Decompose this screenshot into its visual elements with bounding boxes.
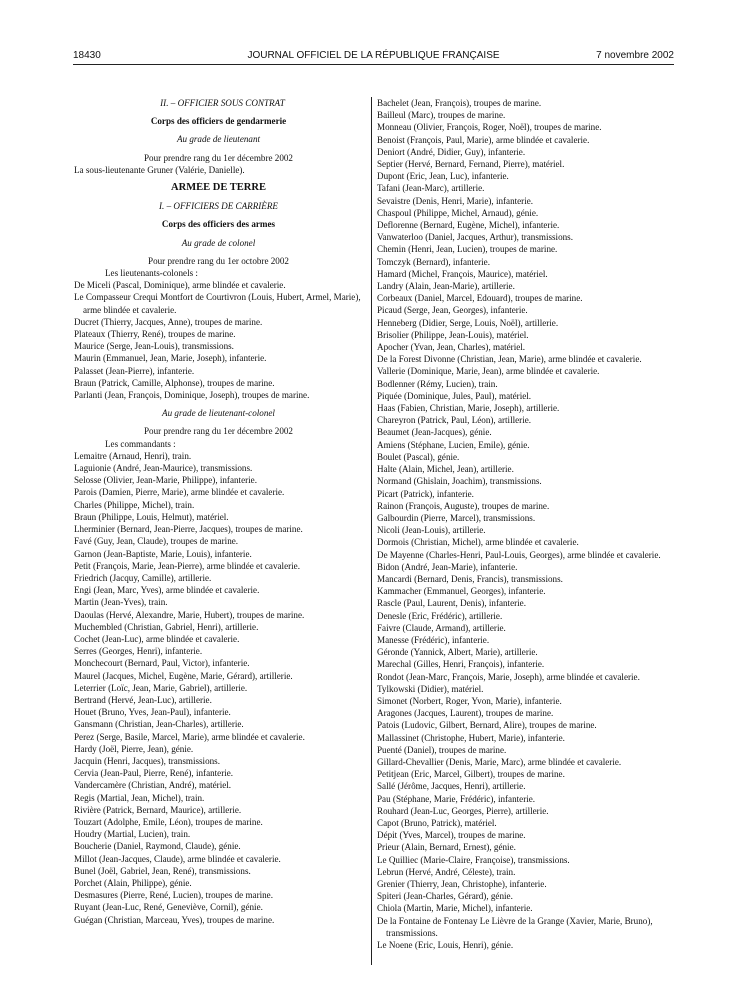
list-item: Normand (Ghislain, Joachim), transmissions. <box>377 476 542 487</box>
list-item: Braun (Patrick, Camille, Alphonse), troupes de marine. <box>74 377 275 388</box>
list-item: Aragones (Jacques, Laurent), troupes de marine. <box>377 708 554 719</box>
list-item: Picaud (Serge, Jean, Georges), infanterie. <box>377 305 528 316</box>
list-item: Mallassinet (Christophe, Hubert, Marie), infanterie. <box>377 732 565 743</box>
rang-lieutenant: Pour prendre rang du 1er décembre 2002 <box>144 152 293 163</box>
list-item: Halte (Alain, Michel, Jean), artillerie. <box>377 464 514 475</box>
list-item: Boulet (Pascal), génie. <box>377 451 460 462</box>
list-item: Leterrier (Loïc, Jean, Marie, Gabriel), artillerie. <box>74 682 248 693</box>
list-item: Chiola (Martin, Marie, Michel), infanterie. <box>377 903 533 914</box>
list-item: Regis (Martial, Jean, Michel), train. <box>74 792 205 803</box>
list-item: Rascle (Paul, Laurent, Denis), infanterie. <box>377 598 526 609</box>
list-item: Corbeaux (Daniel, Marcel, Edouard), troupes de marine. <box>377 293 583 304</box>
list-item: Tafani (Jean-Marc), artillerie. <box>377 183 485 194</box>
list-item: Desmasures (Pierre, René, Lucien), troupes de marine. <box>74 890 273 901</box>
list-item: Favé (Guy, Jean, Claude), troupes de marine. <box>74 536 239 547</box>
list-item: Puenté (Daniel), troupes de marine. <box>377 744 507 755</box>
list-item: Guégan (Christian, Marceau, Yves), troupes de marine. <box>74 914 275 925</box>
list-item: Sallé (Jérôme, Jacques, Henri), artillerie. <box>377 781 526 792</box>
list-item: Boucherie (Daniel, Raymond, Claude), génie. <box>74 841 241 852</box>
publication-date: 7 novembre 2002 <box>596 50 674 61</box>
list-item: Lemaitre (Arnaud, Henri), train. <box>74 450 192 461</box>
list-item: Apocher (Yvan, Jean, Charles), matériel. <box>377 342 526 353</box>
list-item: Deniort (André, Didier, Guy), infanterie. <box>377 146 526 157</box>
grade-colonel-heading: Au grade de colonel <box>181 237 256 248</box>
rang-lt-colonel: Pour prendre rang du 1er décembre 2002 <box>144 426 293 437</box>
list-item: Kammacher (Emmanuel, Georges), infanterie. <box>377 586 546 597</box>
commandants-list <box>74 450 363 926</box>
list-item: Capot (Bruno, Patrick), matériel. <box>377 817 497 828</box>
list-item: Nicoli (Jean-Louis), artillerie. <box>377 525 486 536</box>
sous-lieutenante-entry: La sous-lieutenante Gruner (Valérie, Danielle). <box>74 164 245 175</box>
list-item: Haas (Fabien, Christian, Marie, Joseph), artillerie. <box>377 403 560 414</box>
list-item: Hardy (Joël, Pierre, Jean), génie. <box>74 743 194 754</box>
list-item: Hamard (Michel, François, Maurice), matériel. <box>377 268 548 279</box>
list-item: Parlanti (Jean, François, Dominique, Joseph), troupes de marine. <box>74 390 310 401</box>
list-item: Palasset (Jean-Pierre), infanterie. <box>74 365 195 376</box>
intro-commandants: Les commandants : <box>105 438 176 449</box>
list-item: Lherminier (Bernard, Jean-Pierre, Jacques), troupes de marine. <box>74 524 303 535</box>
list-item: Charles (Philippe, Michel), train. <box>74 499 195 510</box>
list-item: Rivière (Patrick, Bernard, Maurice), artillerie. <box>74 804 242 815</box>
corps-armes-heading: Corps des officiers des armes <box>161 219 276 230</box>
list-item: Tylkowski (Didier), matériel. <box>377 683 484 694</box>
list-item: Landry (Alain, Jean-Marie), artillerie. <box>377 281 515 292</box>
list-item: Bunel (Joël, Gabriel, Jean, René), transmissions. <box>74 865 251 876</box>
list-item: Chemin (Henri, Jean, Lucien), troupes de marine. <box>377 244 558 255</box>
list-item: Galbourdin (Pierre, Marcel), transmissions. <box>377 512 536 523</box>
list-item: Manesse (Frédéric), infanterie. <box>377 634 490 645</box>
list-item: Maurice (Serge, Jean-Louis), transmissions. <box>74 341 234 352</box>
list-item: Vanwaterloo (Daniel, Jacques, Arthur), transmissions. <box>377 232 573 243</box>
list-item: Pau (Stéphane, Marie, Frédéric), infanterie. <box>377 793 536 804</box>
list-item: Maurel (Jacques, Michel, Eugène, Marie, Gérard), artillerie. <box>74 670 293 681</box>
list-item: Vandercamère (Christian, André), matériel. <box>74 780 232 791</box>
page-header <box>73 50 674 64</box>
list-item: Faivre (Claude, Armand), artillerie. <box>377 622 506 633</box>
list-item: Bodlenner (Rémy, Lucien), train. <box>377 378 498 389</box>
section-heading-i: I. – OFFICIERS DE CARRIÈRE <box>159 201 278 212</box>
list-item: Dépit (Yves, Marcel), troupes de marine. <box>377 830 526 841</box>
list-item: Petitjean (Eric, Marcel, Gilbert), troupes de marine. <box>377 769 565 780</box>
list-item: Selosse (Olivier, Jean-Marie, Philippe), infanterie. <box>74 475 257 486</box>
list-item: Deflorenne (Bernard, Eugène, Michel), infanterie. <box>377 220 560 231</box>
list-item: Maurin (Emmanuel, Jean, Marie, Joseph), infanterie. <box>74 353 267 364</box>
list-item: Géronde (Yannick, Albert, Marie), artillerie. <box>377 647 538 658</box>
list-item: Rondot (Jean-Marc, François, Marie, Joseph), arme blindée et cavalerie. <box>377 671 640 682</box>
list-item: Sevaistre (Denis, Henri, Marie), infanterie. <box>377 195 534 206</box>
list-item: Gansmann (Christian, Jean-Charles), artillerie. <box>74 719 244 730</box>
list-item: Le Noene (Eric, Louis, Henri), génie. <box>377 940 514 951</box>
page-number: 18430 <box>73 50 101 61</box>
section-heading-ii: II. – OFFICIER SOUS CONTRAT <box>160 98 285 108</box>
list-item: De la Fontaine de Fontenay Le Lièvre de la Grange (Xavier, Marie, Bruno), transmissions. <box>377 915 653 938</box>
list-item: Chaspoul (Philippe, Michel, Arnaud), génie. <box>377 207 539 218</box>
list-item: Porchet (Alain, Philippe), génie. <box>74 877 192 888</box>
list-item: Bidon (André, Jean-Marie), infanterie. <box>377 561 518 572</box>
list-item: Daoulas (Hervé, Alexandre, Marie, Hubert), troupes de marine. <box>74 609 305 620</box>
list-item: Piquée (Dominique, Jules, Paul), matériel. <box>377 390 532 401</box>
list-item: Vallerie (Dominique, Marie, Jean), arme blindée et cavalerie. <box>377 366 600 377</box>
right-column <box>377 97 673 951</box>
list-item: Bachelet (Jean, François), troupes de marine. <box>377 98 542 108</box>
list-item: Amiens (Stéphane, Lucien, Emile), génie. <box>377 439 530 450</box>
list-item: Prieur (Alain, Bernard, Ernest), génie. <box>377 842 516 853</box>
list-item: Beaumet (Jean-Jacques), génie. <box>377 427 492 438</box>
colonels-list <box>74 279 363 401</box>
list-item: Picart (Patrick), infanterie. <box>377 488 474 499</box>
list-item: Ducret (Thierry, Jacques, Anne), troupes de marine. <box>74 316 263 327</box>
intro-colonels: Les lieutenants-colonels : <box>105 268 198 279</box>
corps-gendarmerie-heading: Corps des officiers de gendarmerie <box>150 116 287 127</box>
list-item: Lebrun (Hervé, André, Céleste), train. <box>377 866 516 877</box>
header-rule <box>73 64 674 65</box>
list-item: Serres (Georges, Henri), infanterie. <box>74 646 203 657</box>
list-item: Le Compasseur Crequi Montfort de Courtivron (Louis, Hubert, Armel, Marie), arme blindée et cavalerie. <box>74 292 361 315</box>
list-item: Benoist (François, Paul, Marie), arme blindée et cavalerie. <box>377 134 590 145</box>
list-item: De Mayenne (Charles-Henri, Paul-Louis, Georges), arme blindée et cavalerie. <box>377 549 661 560</box>
list-item: Cochet (Jean-Luc), arme blindée et cavalerie. <box>74 633 240 644</box>
list-item: Dupont (Eric, Jean, Luc), infanterie. <box>377 171 509 182</box>
list-item: Patois (Ludovic, Gilbert, Bernard, Alire), troupes de marine. <box>377 720 597 731</box>
list-item: De la Forest Divonne (Christian, Jean, Marie), arme blindée et cavalerie. <box>377 354 642 365</box>
list-item: Dormois (Christian, Michel), arme blindée et cavalerie. <box>377 537 579 548</box>
list-item: Le Quilliec (Marie-Claire, Françoise), transmissions. <box>377 854 570 865</box>
list-item: De Miceli (Pascal, Dominique), arme blindée et cavalerie. <box>74 280 286 291</box>
list-item: Denesle (Eric, Frédéric), artillerie. <box>377 610 503 621</box>
list-item: Parois (Damien, Pierre, Marie), arme blindée et cavalerie. <box>74 487 285 498</box>
list-item: Muchembled (Christian, Gabriel, Henri), artillerie. <box>74 621 259 632</box>
list-item: Simonet (Norbert, Roger, Yvon, Marie), infanterie. <box>377 695 562 706</box>
list-item: Monneau (Olivier, François, Roger, Noël), troupes de marine. <box>377 122 602 133</box>
list-item: Brisolier (Philippe, Jean-Louis), matériel. <box>377 329 529 340</box>
list-item: Gillard-Chevallier (Denis, Marie, Marc), arme blindée et cavalerie. <box>377 756 622 767</box>
list-item: Millot (Jean-Jacques, Claude), arme blindée et cavalerie. <box>74 853 281 864</box>
rang-colonel: Pour prendre rang du 1er octobre 2002 <box>148 255 289 266</box>
list-item: Bailleul (Marc), troupes de marine. <box>377 110 506 121</box>
list-item: Chareyron (Patrick, Paul, Léon), artillerie. <box>377 415 532 426</box>
list-item: Grenier (Thierry, Jean, Christophe), infanterie. <box>377 879 547 889</box>
list-item: Friedrich (Jacquy, Camille), artillerie. <box>74 572 212 583</box>
list-item: Septier (Hervé, Bernard, Fernand, Pierre), matériel. <box>377 159 565 170</box>
list-item: Houdry (Martial, Lucien), train. <box>74 829 191 840</box>
list-item: Perez (Serge, Basile, Marcel, Marie), arme blindée et cavalerie. <box>74 731 305 742</box>
list-item: Cervia (Jean-Paul, Pierre, René), infanterie. <box>74 768 234 779</box>
list-item: Petit (François, Marie, Jean-Pierre), arme blindée et cavalerie. <box>74 560 300 571</box>
list-item: Ruyant (Jean-Luc, René, Geneviève, Cornil), génie. <box>74 902 263 913</box>
list-item: Jacquin (Henri, Jacques), transmissions. <box>74 755 220 766</box>
list-item: Bertrand (Hervé, Jean-Luc), artillerie. <box>74 694 212 705</box>
list-item: Touzart (Adolphe, Emile, Léon), troupes de marine. <box>74 816 263 827</box>
list-item: Plateaux (Thierry, René), troupes de marine. <box>74 329 236 340</box>
grade-lieutenant-heading: Au grade de lieutenant <box>176 134 261 145</box>
list-item: Spiteri (Jean-Charles, Gérard), génie. <box>377 891 513 902</box>
list-item: Rainon (François, Auguste), troupes de marine. <box>377 500 550 511</box>
list-item: Martin (Jean-Yves), train. <box>74 597 168 608</box>
list-item: Henneberg (Didier, Serge, Louis, Noël), artillerie. <box>377 317 559 328</box>
armee-de-terre-heading: ARMÉE DE TERRE <box>171 182 266 194</box>
list-item: Marechal (Gilles, Henri, François), infanterie. <box>377 659 545 670</box>
list-item: Laguionie (André, Jean-Maurice), transmissions. <box>74 463 253 474</box>
list-item: Mancardi (Bernard, Denis, Francis), transmissions. <box>377 573 563 584</box>
list-item: Houet (Bruno, Yves, Jean-Paul), infanterie. <box>74 707 231 718</box>
list-item: Rouhard (Jean-Luc, Georges, Pierre), artillerie. <box>377 805 549 816</box>
list-item: Garnon (Jean-Baptiste, Marie, Louis), infanterie. <box>74 548 252 559</box>
journal-title: JOURNAL OFFICIEL DE LA RÉPUBLIQUE FRANÇAISE <box>247 50 500 61</box>
list-item: Braun (Philippe, Louis, Helmut), matériel. <box>74 511 229 522</box>
list-item: Engi (Jean, Marc, Yves), arme blindée et cavalerie. <box>74 585 260 596</box>
left-column <box>74 97 363 926</box>
column-divider <box>371 97 372 965</box>
list-item: Tomczyk (Bernard), infanterie. <box>377 256 490 267</box>
grade-lt-colonel-heading: Au grade de lieutenant-colonel <box>162 408 275 419</box>
list-item: Monchecourt (Bernard, Paul, Victor), infanterie. <box>74 658 250 669</box>
